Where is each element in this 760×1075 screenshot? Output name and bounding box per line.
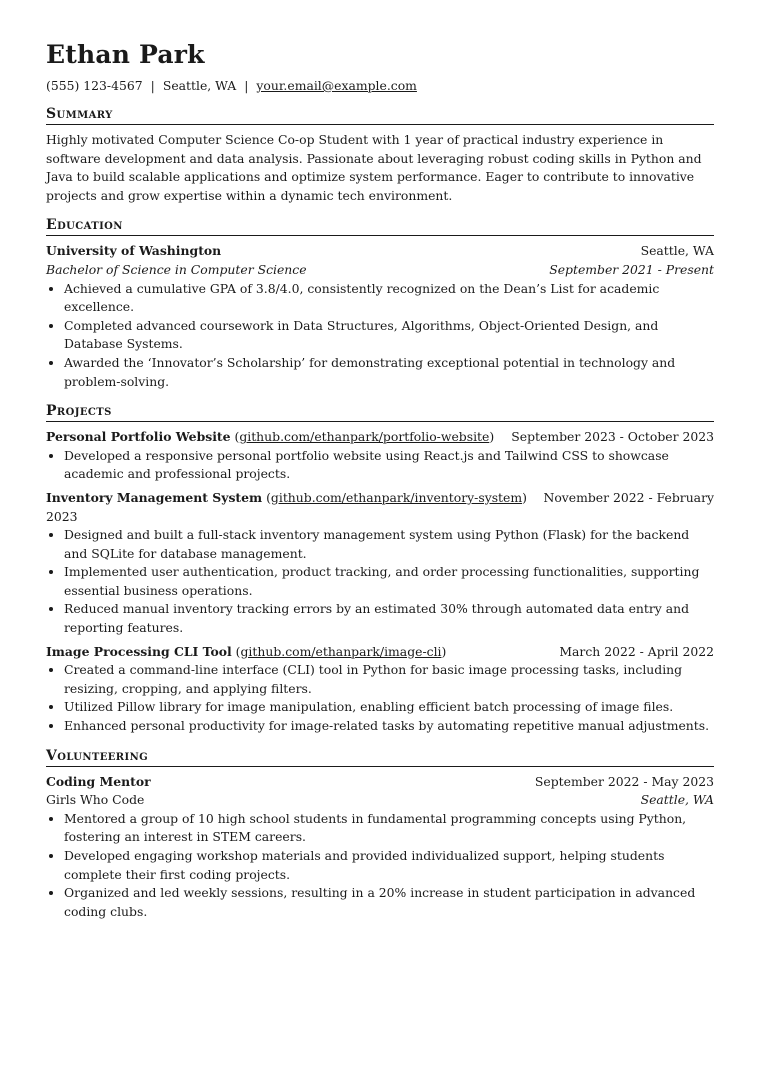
project-name: Image Processing CLI Tool [46, 643, 232, 659]
summary-section [46, 106, 714, 205]
volunteer-org: Girls Who Code [46, 792, 145, 808]
education-bullets [46, 280, 714, 392]
list-item: • Reduced manual inventory tracking errors by an estimated 30% through automated data entry and reporting features. [64, 600, 714, 637]
project-dates: September 2023 - October 2023 [511, 429, 714, 445]
list-item: • Implemented user authentication, product tracking, and order processing functionalities, supporting essential business operations. [64, 563, 714, 600]
project-header: Image Processing CLI Tool (github.com/ethanpark/image-cli) March 2022 - April 2022 [46, 643, 714, 662]
project-dates-continued: 2023 [46, 508, 78, 524]
volunteer-location: Seattle, WA [640, 792, 714, 808]
project-name: Inventory Management System [46, 489, 263, 505]
volunteering-header [46, 773, 714, 792]
list-item: • Awarded the ‘Innovator’s Scholarship’ for demonstrating exceptional potential in technology and problem-solving. [64, 354, 714, 391]
list-item: • Organized and led weekly sessions, resulting in a 20% increase in student participation in advanced coding clubs. [64, 884, 714, 921]
project-dates: November 2022 - February [543, 489, 714, 505]
project-name: Personal Portfolio Website [46, 429, 231, 445]
project-bullets [46, 447, 714, 484]
education-header [46, 242, 714, 261]
section-title: Education [46, 217, 714, 236]
volunteering-bullets [46, 810, 714, 922]
volunteer-dates: September 2022 - May 2023 [534, 773, 714, 789]
list-item: • Designed and built a full-stack inventory management system using Python (Flask) for the backend and SQLite for database management. [64, 526, 714, 563]
school-name: University of Washington [46, 243, 222, 259]
section-title: Projects [46, 403, 714, 422]
section-title: Summary [46, 106, 714, 125]
project-bullets [46, 526, 714, 638]
phone: (555) 123-4567 [46, 78, 143, 93]
project-header: Inventory Management System (github.com/ethanpark/inventory-system) November 2022 - February [46, 489, 714, 508]
project-link[interactable]: github.com/ethanpark/image-cli [240, 643, 442, 659]
volunteering-section [46, 748, 714, 922]
project-link[interactable]: github.com/ethanpark/portfolio-website [239, 429, 490, 445]
projects-section [46, 403, 714, 736]
resume-page [46, 40, 714, 921]
list-item: • Completed advanced coursework in Data Structures, Algorithms, Object-Oriented Design, and Database Systems. [64, 317, 714, 354]
project-header: Personal Portfolio Website (github.com/ethanpark/portfolio-website) September 2023 - October 2023 [46, 428, 714, 447]
project-entry [46, 643, 714, 736]
email-link[interactable]: your.email@example.com [256, 78, 417, 93]
project-entry [46, 489, 714, 638]
school-location: Seattle, WA [640, 243, 714, 259]
separator: | [244, 78, 249, 93]
education-section [46, 217, 714, 391]
section-title: Volunteering [46, 748, 714, 767]
volunteering-subheader [46, 791, 714, 810]
education-dates: September 2021 - Present [549, 261, 714, 277]
contact-line [46, 78, 714, 94]
education-subheader [46, 261, 714, 280]
list-item: • Developed engaging workshop materials and provided individualized support, helping students complete their first coding projects. [64, 847, 714, 884]
candidate-name: Ethan Park [46, 40, 205, 69]
location: Seattle, WA [162, 78, 237, 93]
list-item: • Enhanced personal productivity for image-related tasks by automating repetitive manual adjustments. [64, 717, 714, 736]
list-item: • Utilized Pillow library for image manipulation, enabling efficient batch processing of image files. [64, 698, 714, 717]
list-item: • Developed a responsive personal portfolio website using React.js and Tailwind CSS to showcase academic and professional projects. [64, 447, 714, 484]
project-bullets [46, 661, 714, 735]
summary-text: Highly motivated Computer Science Co-op Student with 1 year of practical industry experience in software development and data analysis. Passionate about leveraging robust coding skills in Python and Java to build scalable applications and optimize system performance. Eager to contribute to innovative projects and grow expertise within a dynamic tech environment. [46, 132, 702, 203]
project-link[interactable]: github.com/ethanpark/inventory-system [270, 489, 523, 505]
project-entry [46, 428, 714, 484]
list-item: • Mentored a group of 10 high school students in fundamental programming concepts using Python, fostering an interest in STEM careers. [64, 810, 714, 847]
list-item: • Achieved a cumulative GPA of 3.8/4.0, consistently recognized on the Dean’s List for academic excellence. [64, 280, 714, 317]
project-dates: March 2022 - April 2022 [559, 643, 714, 659]
list-item: • Created a command-line interface (CLI) tool in Python for basic image processing tasks, including resizing, cropping, and applying filters. [64, 661, 714, 698]
separator: | [150, 78, 155, 93]
degree: Bachelor of Science in Computer Science [46, 261, 307, 277]
volunteer-role: Coding Mentor [46, 773, 151, 789]
